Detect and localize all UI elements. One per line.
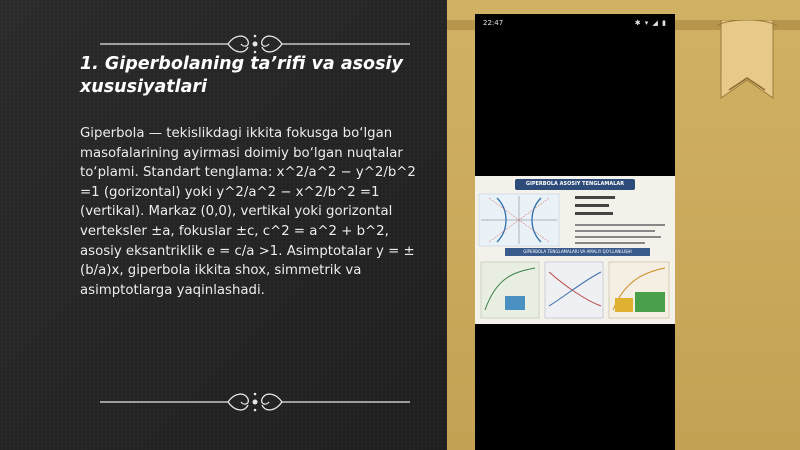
status-icons: ✱ ▾ ◢ ▮	[634, 19, 667, 27]
ornament-divider-icon	[100, 390, 410, 414]
slide-title: 1. Giperbolaning ta’rifi va asosiy xususiyatlari	[80, 54, 403, 97]
infographic-title: GIPERBOLA ASOSIY TENGLAMALAR	[515, 179, 635, 190]
phone-status-bar	[475, 14, 675, 32]
phone-screenshot	[475, 14, 675, 450]
status-time: 22:47	[483, 19, 504, 27]
bookmark-icon	[717, 20, 777, 100]
infographic-image[interactable]	[475, 176, 675, 324]
slide-body-text: Giperbola — tekislikdagi ikkita fokusga bo‘lgan masofalarining ayirmasi doimiy bo‘lgan nuqtalar to‘plami. Standart tenglama: x^2/a^2 − y^2/b^2 =1 (gorizontal) yoki y^2/a^2 − x^2/b^2 =1 (vertikal). Markaz (0,0), vertikal yoki gorizontal verteksler ±a, fokuslar ±c, c^2 = a^2 + b^2, asosiy eksantriklik e = c/a >1. Asimptotalar y = ±(b/a)x, giperbola ikkita shox, simmetrik va asimptotlarga yaqinlashadi.	[80, 126, 416, 298]
infographic-subtitle: GIPERBOLA TENGLAMALARI VA AMALIY QO‘LLANILISHI	[505, 248, 650, 256]
